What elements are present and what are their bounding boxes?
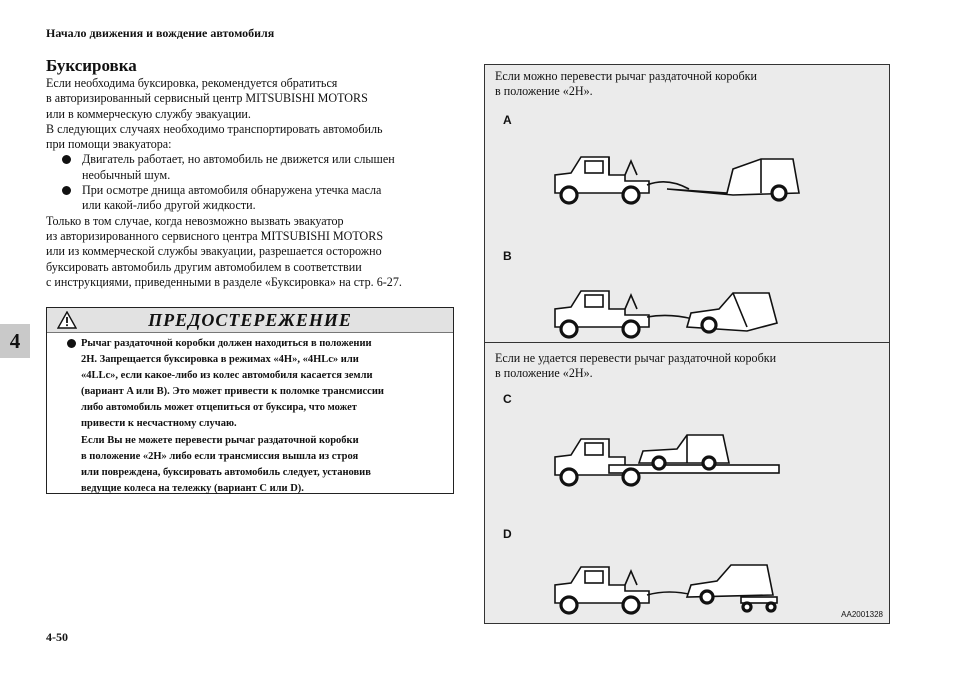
body-line: в авторизированный сервисный центр MITSUBISHI MOTORS xyxy=(46,91,368,106)
tow-scene-d-icon xyxy=(547,559,887,629)
running-header: Начало движения и вождение автомобиля xyxy=(46,26,275,40)
body-line: буксировать автомобиль другим автомобилем в соответствии xyxy=(46,259,362,274)
bullet-item-cont xyxy=(46,168,466,183)
warning-line: привести к несчастному случаю. xyxy=(81,418,237,430)
bullet-item xyxy=(46,183,466,198)
warning-line: ведущие колеса на тележку (вариант C или D). xyxy=(81,482,304,494)
body-line: или из коммерческой службы эвакуации, разрешается осторожно xyxy=(46,244,382,259)
body-text xyxy=(46,76,466,290)
bullet-dot-icon xyxy=(62,186,71,195)
section-title: Буксировка xyxy=(46,56,137,75)
bullet-text: необычный шум. xyxy=(82,167,171,182)
figure-code: AA2001328 xyxy=(841,610,883,619)
warning-line: 2H. Запрещается буксировка в режимах «4H», «4HLc» или xyxy=(81,354,359,366)
body-line: при помощи эвакуатора: xyxy=(46,137,172,152)
figure-caption-top xyxy=(495,69,757,100)
tow-scene-a-icon xyxy=(547,149,887,219)
body-line: В следующих случаях необходимо транспортировать автомобиль xyxy=(46,121,383,136)
warning-header xyxy=(47,308,453,333)
body-line: или в коммерческую службу эвакуации. xyxy=(46,106,251,121)
caption-line: в положение «2H». xyxy=(495,84,593,99)
figure-divider xyxy=(485,342,889,343)
warning-line xyxy=(55,336,445,352)
body-line: Если необходима буксировка, рекомендуется обратиться xyxy=(46,76,338,90)
caption-line: в положение «2H». xyxy=(495,366,593,381)
warning-line: либо автомобиль может отцепиться от буксира, что может xyxy=(81,402,357,414)
warning-triangle-icon xyxy=(57,311,77,329)
towing-figure xyxy=(484,64,890,624)
warning-body xyxy=(47,333,453,497)
body-line: Только в том случае, когда невозможно вызвать эвакуатор xyxy=(46,213,344,228)
warning-box xyxy=(46,307,454,494)
warning-text: Рычаг раздаточной коробки должен находиться в положении xyxy=(81,338,372,349)
body-line: из авторизированного сервисного центра MITSUBISHI MOTORS xyxy=(46,228,384,243)
bullet-dot-icon xyxy=(67,339,76,348)
warning-line: или повреждена, буксировать автомобиль следует, установив xyxy=(81,466,371,478)
bullet-text: Двигатель работает, но автомобиль не движется или слышен xyxy=(82,152,395,167)
variant-label-a: A xyxy=(503,113,512,127)
bullet-text: При осмотре днища автомобиля обнаружена утечка масла xyxy=(82,183,382,198)
caption-line: Если не удается перевести рычаг раздаточной коробки xyxy=(495,351,777,365)
page-number: 4-50 xyxy=(46,630,68,644)
variant-label-d: D xyxy=(503,527,512,541)
chapter-tab: 4 xyxy=(0,324,30,358)
warning-line: (вариант A или B). Это может привести к поломке трансмиссии xyxy=(81,386,384,398)
bullet-item-cont xyxy=(46,198,466,213)
warning-line: Если Вы не можете перевести рычаг раздаточной коробки xyxy=(81,434,359,446)
bullet-item xyxy=(46,152,466,167)
bullet-dot-icon xyxy=(62,155,71,164)
body-line: с инструкциями, приведенными в разделе «Буксировка» на стр. 6-27. xyxy=(46,274,402,289)
bullet-text: или какой-либо другой жидкости. xyxy=(82,198,256,213)
figure-caption-bottom xyxy=(495,351,776,382)
variant-label-c: C xyxy=(503,392,512,406)
tow-scene-c-icon xyxy=(547,431,887,501)
warning-line: «4LLc», если какое-либо из колес автомобиля касается земли xyxy=(81,370,373,382)
caption-line: Если можно перевести рычаг раздаточной коробки xyxy=(495,69,757,83)
warning-title: ПРЕДОСТЕРЕЖЕНИЕ xyxy=(148,309,352,330)
warning-line: в положение «2H» либо если трансмиссия вышла из строя xyxy=(81,450,359,462)
variant-label-b: B xyxy=(503,249,512,263)
